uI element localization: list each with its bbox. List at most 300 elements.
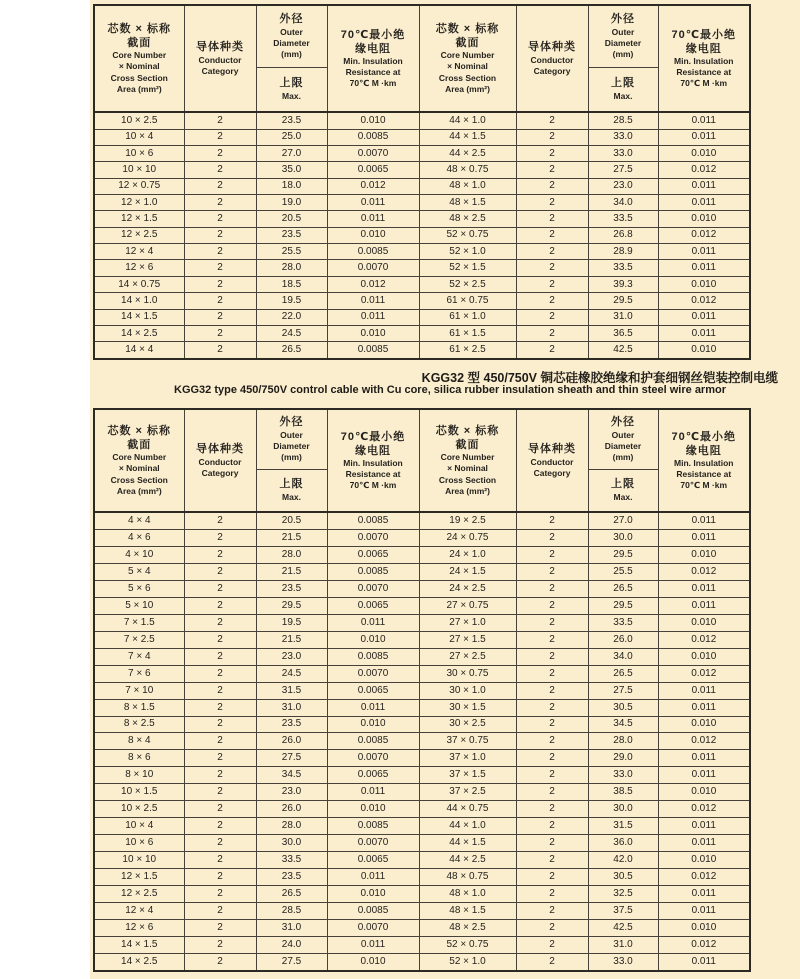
table-header	[94, 5, 750, 112]
table-cell: 48 × 1.5	[419, 195, 516, 211]
table-cell: 10 × 1.5	[94, 784, 184, 801]
table-row	[94, 129, 750, 145]
table-cell: 2	[184, 581, 256, 598]
table-cell: 2	[516, 178, 588, 194]
table-cell: 0.010	[327, 801, 419, 818]
table-cell: 0.011	[658, 530, 750, 547]
table-row	[94, 309, 750, 325]
table-row	[94, 227, 750, 243]
table-cell: 2	[184, 112, 256, 129]
table-cell: 0.010	[327, 885, 419, 902]
table-cell: 0.010	[658, 276, 750, 292]
table-cell: 33.5	[256, 852, 327, 869]
table-body	[94, 112, 750, 359]
table-cell: 10 × 6	[94, 145, 184, 161]
header-max-limit: 上限 Max.	[588, 469, 658, 512]
table-cell: 0.012	[658, 631, 750, 648]
table-cell: 0.011	[327, 784, 419, 801]
table-cell: 24.5	[256, 325, 327, 341]
table-cell: 2	[516, 818, 588, 835]
table-row	[94, 767, 750, 784]
table-cell: 2	[516, 260, 588, 276]
header-insulation-resistance: 70℃最小绝 缘电阻 Min. Insulation Resistance at 70℃ M ·km	[327, 5, 419, 112]
table-cell: 2	[184, 835, 256, 852]
table-row	[94, 112, 750, 129]
table-cell: 2	[516, 195, 588, 211]
table-cell: 21.5	[256, 530, 327, 547]
table-row	[94, 699, 750, 716]
table-cell: 5 × 10	[94, 597, 184, 614]
header-core-size: 芯数 × 标称 截面 Core Number × Nominal Cross Section Area (mm²)	[419, 5, 516, 112]
table-cell: 22.0	[256, 309, 327, 325]
table-cell: 0.012	[327, 178, 419, 194]
table-cell: 31.0	[256, 699, 327, 716]
table-cell: 0.011	[658, 953, 750, 971]
table-row	[94, 902, 750, 919]
table-cell: 23.5	[256, 716, 327, 733]
table-cell: 33.5	[588, 260, 658, 276]
table-cell: 0.011	[327, 936, 419, 953]
table-cell: 0.011	[658, 581, 750, 598]
table-cell: 19.0	[256, 195, 327, 211]
header-conductor: 导体种类 Conductor Category	[516, 409, 588, 512]
header-insulation-resistance: 70℃最小绝 缘电阻 Min. Insulation Resistance at 70℃ M ·km	[658, 5, 750, 112]
table-cell: 38.5	[588, 784, 658, 801]
table-cell: 2	[184, 227, 256, 243]
table-cell: 0.010	[327, 325, 419, 341]
table-row	[94, 818, 750, 835]
table-cell: 26.0	[256, 801, 327, 818]
table-cell: 31.0	[588, 309, 658, 325]
table-cell: 52 × 1.5	[419, 260, 516, 276]
table-row	[94, 868, 750, 885]
table-cell: 0.011	[658, 835, 750, 852]
table-cell: 0.0085	[327, 818, 419, 835]
table-cell: 27.0	[588, 512, 658, 530]
table-cell: 2	[516, 716, 588, 733]
table-cell: 0.0070	[327, 919, 419, 936]
table-cell: 0.011	[327, 293, 419, 309]
table-cell: 27 × 0.75	[419, 597, 516, 614]
table-cell: 2	[184, 309, 256, 325]
table-cell: 31.0	[256, 919, 327, 936]
table-cell: 12 × 2.5	[94, 885, 184, 902]
table-cell: 48 × 0.75	[419, 868, 516, 885]
table-row	[94, 784, 750, 801]
header-conductor: 导体种类 Conductor Category	[516, 5, 588, 112]
table-cell: 2	[516, 129, 588, 145]
table-cell: 2	[516, 868, 588, 885]
header-max-limit: 上限 Max.	[256, 67, 327, 112]
table-cell: 37 × 2.5	[419, 784, 516, 801]
table-cell: 4 × 10	[94, 547, 184, 564]
table-cell: 2	[516, 530, 588, 547]
table-cell: 10 × 4	[94, 129, 184, 145]
table-cell: 2	[516, 885, 588, 902]
table-cell: 48 × 2.5	[419, 211, 516, 227]
table-cell: 0.010	[327, 227, 419, 243]
section-title-en: KGG32 type 450/750V control cable with Cu core, silica rubber insulation sheath and thin steel wire armor	[174, 384, 726, 396]
table-cell: 42.0	[588, 852, 658, 869]
table-cell: 24 × 1.0	[419, 547, 516, 564]
header-max-limit: 上限 Max.	[256, 469, 327, 512]
table-cell: 0.012	[658, 665, 750, 682]
table-cell: 28.5	[588, 112, 658, 129]
table-cell: 24 × 0.75	[419, 530, 516, 547]
table-cell: 2	[516, 512, 588, 530]
header-outer-diameter: 外径 Outer Diameter (mm)	[256, 409, 327, 469]
table-cell: 2	[184, 902, 256, 919]
table-cell: 0.0065	[327, 162, 419, 178]
table-cell: 27.5	[256, 750, 327, 767]
table-cell: 0.0065	[327, 597, 419, 614]
spec-table-top	[93, 4, 751, 360]
table-cell: 26.0	[256, 733, 327, 750]
table-cell: 0.0085	[327, 244, 419, 260]
table-cell: 52 × 2.5	[419, 276, 516, 292]
table-cell: 27.5	[588, 682, 658, 699]
table-cell: 0.010	[327, 953, 419, 971]
table-cell: 2	[184, 195, 256, 211]
table-cell: 61 × 1.5	[419, 325, 516, 341]
table-cell: 29.5	[588, 597, 658, 614]
table-cell: 0.011	[658, 902, 750, 919]
table-cell: 0.012	[658, 227, 750, 243]
table-cell: 2	[516, 852, 588, 869]
table-cell: 25.5	[588, 564, 658, 581]
table-cell: 0.0070	[327, 530, 419, 547]
table-cell: 2	[516, 648, 588, 665]
table-cell: 2	[184, 293, 256, 309]
table-cell: 2	[184, 597, 256, 614]
table-cell: 2	[184, 699, 256, 716]
table-cell: 0.0065	[327, 547, 419, 564]
table-cell: 8 × 6	[94, 750, 184, 767]
table-cell: 10 × 2.5	[94, 801, 184, 818]
table-cell: 31.5	[588, 818, 658, 835]
table-cell: 0.011	[658, 818, 750, 835]
table-cell: 2	[184, 767, 256, 784]
table-cell: 0.011	[658, 260, 750, 276]
table-cell: 10 × 10	[94, 852, 184, 869]
table-row	[94, 244, 750, 260]
table-cell: 0.0070	[327, 665, 419, 682]
table-cell: 7 × 4	[94, 648, 184, 665]
table-cell: 8 × 4	[94, 733, 184, 750]
table-cell: 52 × 0.75	[419, 227, 516, 243]
table-body	[94, 512, 750, 971]
table-cell: 2	[184, 665, 256, 682]
table-cell: 2	[516, 276, 588, 292]
table-cell: 2	[184, 614, 256, 631]
table-cell: 14 × 1.5	[94, 936, 184, 953]
table-cell: 48 × 1.0	[419, 178, 516, 194]
table-cell: 2	[184, 342, 256, 359]
table-cell: 0.0070	[327, 581, 419, 598]
table-cell: 33.0	[588, 145, 658, 161]
table-cell: 26.5	[588, 581, 658, 598]
table-cell: 20.5	[256, 211, 327, 227]
table-cell: 30.0	[256, 835, 327, 852]
table-row	[94, 631, 750, 648]
table-cell: 0.011	[327, 699, 419, 716]
table-cell: 2	[516, 211, 588, 227]
table-cell: 52 × 0.75	[419, 936, 516, 953]
table-cell: 42.5	[588, 919, 658, 936]
header-max-limit: 上限 Max.	[588, 67, 658, 112]
table-cell: 27.5	[588, 162, 658, 178]
table-cell: 35.0	[256, 162, 327, 178]
table-cell: 52 × 1.0	[419, 953, 516, 971]
table-cell: 7 × 6	[94, 665, 184, 682]
table-cell: 2	[184, 919, 256, 936]
table-cell: 23.0	[256, 648, 327, 665]
table-cell: 29.5	[588, 293, 658, 309]
table-row	[94, 547, 750, 564]
table-cell: 30 × 1.5	[419, 699, 516, 716]
table-cell: 2	[516, 145, 588, 161]
table-cell: 0.011	[658, 129, 750, 145]
table-cell: 26.8	[588, 227, 658, 243]
table-cell: 37 × 1.0	[419, 750, 516, 767]
table-cell: 2	[184, 145, 256, 161]
table-cell: 2	[516, 342, 588, 359]
table-cell: 2	[184, 162, 256, 178]
table-cell: 5 × 4	[94, 564, 184, 581]
table-cell: 2	[516, 784, 588, 801]
table-cell: 2	[184, 260, 256, 276]
table-cell: 0.0085	[327, 648, 419, 665]
table-row	[94, 342, 750, 359]
table-cell: 2	[516, 597, 588, 614]
table-row	[94, 648, 750, 665]
table-cell: 28.0	[588, 733, 658, 750]
table-cell: 0.010	[658, 716, 750, 733]
table-cell: 8 × 1.5	[94, 699, 184, 716]
table-cell: 5 × 6	[94, 581, 184, 598]
table-cell: 25.0	[256, 129, 327, 145]
table-cell: 2	[516, 919, 588, 936]
table-cell: 2	[516, 835, 588, 852]
table-cell: 0.011	[658, 325, 750, 341]
table-cell: 27 × 1.5	[419, 631, 516, 648]
table-cell: 34.0	[588, 648, 658, 665]
table-cell: 28.0	[256, 818, 327, 835]
table-cell: 2	[184, 211, 256, 227]
table-cell: 2	[184, 801, 256, 818]
table-cell: 0.011	[327, 211, 419, 227]
table-cell: 2	[184, 852, 256, 869]
section-title-zh: KGG32 型 450/750V 铜芯硅橡胶绝缘和护套细钢丝铠装控制电缆	[421, 371, 778, 385]
table-cell: 0.012	[327, 276, 419, 292]
table-row	[94, 178, 750, 194]
table-cell: 0.011	[658, 699, 750, 716]
table-cell: 33.5	[588, 614, 658, 631]
table-cell: 44 × 1.0	[419, 818, 516, 835]
table-cell: 28.5	[256, 902, 327, 919]
table-cell: 42.5	[588, 342, 658, 359]
table-cell: 48 × 0.75	[419, 162, 516, 178]
table-cell: 12 × 1.5	[94, 868, 184, 885]
table-cell: 0.011	[327, 614, 419, 631]
table-cell: 2	[516, 750, 588, 767]
table-row	[94, 162, 750, 178]
table-cell: 0.010	[658, 614, 750, 631]
table-cell: 0.011	[327, 195, 419, 211]
table-row	[94, 750, 750, 767]
header-insulation-resistance: 70℃最小绝 缘电阻 Min. Insulation Resistance at 70℃ M ·km	[658, 409, 750, 512]
table-cell: 12 × 4	[94, 902, 184, 919]
table-cell: 30.5	[588, 868, 658, 885]
table-cell: 2	[184, 885, 256, 902]
table-cell: 26.5	[256, 885, 327, 902]
table-cell: 0.012	[658, 936, 750, 953]
table-cell: 44 × 1.5	[419, 835, 516, 852]
table-cell: 0.011	[658, 112, 750, 129]
table-cell: 14 × 0.75	[94, 276, 184, 292]
table-cell: 0.0065	[327, 767, 419, 784]
table-row	[94, 919, 750, 936]
table-cell: 2	[516, 733, 588, 750]
table-cell: 2	[184, 750, 256, 767]
table-cell: 12 × 4	[94, 244, 184, 260]
table-cell: 44 × 2.5	[419, 852, 516, 869]
table-cell: 23.0	[256, 784, 327, 801]
table-cell: 0.012	[658, 293, 750, 309]
table-cell: 24 × 1.5	[419, 564, 516, 581]
table-cell: 2	[516, 162, 588, 178]
table-cell: 29.0	[588, 750, 658, 767]
table-cell: 2	[184, 818, 256, 835]
table-cell: 2	[516, 699, 588, 716]
table-cell: 0.010	[658, 342, 750, 359]
table-cell: 26.5	[256, 342, 327, 359]
table-cell: 21.5	[256, 631, 327, 648]
table-cell: 2	[516, 309, 588, 325]
table-cell: 37.5	[588, 902, 658, 919]
table-row	[94, 564, 750, 581]
table-row	[94, 733, 750, 750]
table-cell: 2	[184, 784, 256, 801]
table-row	[94, 801, 750, 818]
table-cell: 31.0	[588, 936, 658, 953]
table-cell: 61 × 0.75	[419, 293, 516, 309]
table-row	[94, 835, 750, 852]
table-cell: 0.010	[658, 547, 750, 564]
table-cell: 27 × 2.5	[419, 648, 516, 665]
table-cell: 12 × 2.5	[94, 227, 184, 243]
table-row	[94, 852, 750, 869]
table-header	[94, 409, 750, 512]
table-cell: 14 × 2.5	[94, 953, 184, 971]
table-cell: 0.012	[658, 733, 750, 750]
table-cell: 0.011	[658, 244, 750, 260]
table-cell: 33.0	[588, 129, 658, 145]
table-cell: 0.010	[327, 631, 419, 648]
table-cell: 2	[184, 564, 256, 581]
table-cell: 12 × 1.0	[94, 195, 184, 211]
table-row	[94, 614, 750, 631]
table-cell: 0.010	[658, 145, 750, 161]
table-row	[94, 211, 750, 227]
table-cell: 37 × 0.75	[419, 733, 516, 750]
table-cell: 0.011	[327, 868, 419, 885]
table-cell: 36.0	[588, 835, 658, 852]
table-cell: 2	[516, 581, 588, 598]
table-row	[94, 325, 750, 341]
table-row	[94, 936, 750, 953]
table-cell: 2	[184, 276, 256, 292]
table-cell: 2	[516, 244, 588, 260]
table-cell: 14 × 1.0	[94, 293, 184, 309]
table-cell: 37 × 1.5	[419, 767, 516, 784]
table-cell: 21.5	[256, 564, 327, 581]
table-cell: 27 × 1.0	[419, 614, 516, 631]
table-cell: 48 × 2.5	[419, 919, 516, 936]
table-cell: 0.011	[658, 178, 750, 194]
table-cell: 2	[516, 112, 588, 129]
table-cell: 12 × 0.75	[94, 178, 184, 194]
table-cell: 0.011	[327, 309, 419, 325]
header-core-size: 芯数 × 标称 截面 Core Number × Nominal Cross Section Area (mm²)	[94, 409, 184, 512]
table-cell: 2	[184, 868, 256, 885]
table-cell: 0.0070	[327, 260, 419, 276]
table-cell: 18.5	[256, 276, 327, 292]
table-cell: 2	[184, 129, 256, 145]
table-cell: 2	[516, 665, 588, 682]
table-cell: 2	[184, 244, 256, 260]
table-cell: 0.012	[658, 564, 750, 581]
table-cell: 28.0	[256, 547, 327, 564]
table-cell: 0.012	[658, 162, 750, 178]
table-cell: 19 × 2.5	[419, 512, 516, 530]
table-cell: 23.5	[256, 112, 327, 129]
table-cell: 0.012	[658, 801, 750, 818]
table-cell: 0.010	[658, 211, 750, 227]
header-conductor: 导体种类 Conductor Category	[184, 5, 256, 112]
table-cell: 48 × 1.5	[419, 902, 516, 919]
table-cell: 2	[516, 953, 588, 971]
table-cell: 2	[184, 547, 256, 564]
table-cell: 0.011	[658, 597, 750, 614]
table-cell: 2	[516, 902, 588, 919]
table-cell: 2	[184, 631, 256, 648]
table-cell: 2	[184, 178, 256, 194]
table-cell: 26.0	[588, 631, 658, 648]
table-cell: 2	[516, 936, 588, 953]
table-cell: 2	[184, 325, 256, 341]
table-cell: 2	[516, 564, 588, 581]
table-cell: 0.010	[658, 852, 750, 869]
table-cell: 0.010	[327, 716, 419, 733]
table-cell: 31.5	[256, 682, 327, 699]
table-cell: 0.0085	[327, 902, 419, 919]
table-cell: 2	[516, 325, 588, 341]
table-cell: 2	[184, 953, 256, 971]
table-row	[94, 953, 750, 971]
table-cell: 0.0065	[327, 852, 419, 869]
table-cell: 4 × 6	[94, 530, 184, 547]
spec-table-bottom	[93, 408, 751, 972]
table-cell: 44 × 1.5	[419, 129, 516, 145]
table-cell: 0.010	[658, 919, 750, 936]
table-cell: 4 × 4	[94, 512, 184, 530]
table-cell: 0.0085	[327, 129, 419, 145]
table-cell: 33.5	[588, 211, 658, 227]
table-cell: 2	[184, 716, 256, 733]
table-row	[94, 145, 750, 161]
table-cell: 12 × 6	[94, 919, 184, 936]
